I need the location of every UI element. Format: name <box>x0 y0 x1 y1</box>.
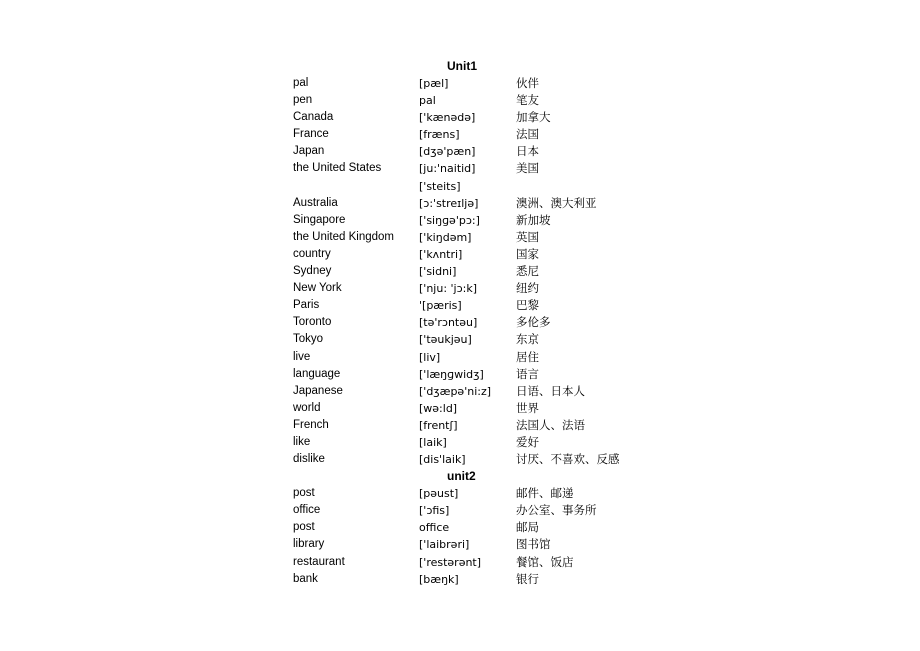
vocab-word: country <box>293 247 331 260</box>
vocab-meaning: 法国人、法语 <box>516 417 585 432</box>
vocab-phonetic: [pəust] <box>419 487 459 501</box>
vocab-meaning: 爱好 <box>516 434 539 449</box>
vocab-word: live <box>293 350 311 363</box>
vocab-word: Toronto <box>293 316 332 329</box>
vocab-row <box>293 92 653 109</box>
vocab-phonetic: [ɔ:'streɪljə] <box>419 196 479 210</box>
vocab-phonetic: ['kænədə] <box>419 111 476 125</box>
vocab-phonetic: [fræns] <box>419 128 460 142</box>
vocab-word: dislike <box>293 453 325 466</box>
vocab-row <box>293 400 653 417</box>
vocab-row <box>293 246 653 263</box>
vocab-phonetic: [laik] <box>419 435 447 449</box>
vocab-word: Japan <box>293 145 325 158</box>
vocab-meaning: 语言 <box>516 366 539 381</box>
vocab-row <box>293 383 653 400</box>
vocab-word: Australia <box>293 196 338 209</box>
vocab-meaning: 伙伴 <box>516 76 539 90</box>
vocab-row <box>293 212 653 229</box>
vocab-meaning: 邮件、邮递 <box>516 486 574 501</box>
vocab-meaning: 餐馆、饭店 <box>516 554 574 569</box>
vocab-row <box>293 109 653 126</box>
vocab-meaning: 世界 <box>516 400 539 415</box>
vocab-row <box>293 485 653 502</box>
vocab-meaning: 国家 <box>516 246 539 261</box>
vocab-row <box>293 349 653 366</box>
vocab-meaning: 银行 <box>516 571 539 586</box>
vocab-phonetic: ['læŋɡwidʒ] <box>419 367 484 381</box>
vocab-word: bank <box>293 572 318 585</box>
vocab-row <box>293 297 653 314</box>
vocab-meaning: 法国 <box>516 127 539 142</box>
vocab-meaning: 笔友 <box>516 93 539 108</box>
vocab-meaning: 办公室、事务所 <box>516 503 597 518</box>
vocab-word: post <box>293 487 315 500</box>
vocab-word: office <box>293 504 321 517</box>
vocab-meaning: 澳洲、澳大利亚 <box>516 195 597 210</box>
vocab-phonetic: ['laibrəri] <box>419 538 470 552</box>
vocab-meaning: 加拿大 <box>516 110 551 125</box>
vocab-word: Canada <box>293 111 334 124</box>
vocab-row <box>293 126 653 143</box>
unit-heading: Unit1 <box>447 59 477 73</box>
vocab-phonetic: [liv] <box>419 350 441 364</box>
vocab-meaning: 美国 <box>516 161 539 176</box>
vocab-row <box>293 160 653 177</box>
vocab-phonetic: [bæŋk] <box>419 572 459 586</box>
vocab-meaning: 日本 <box>516 144 539 159</box>
vocab-meaning: 悉尼 <box>516 264 539 279</box>
vocab-word: language <box>293 367 341 380</box>
vocab-word: France <box>293 128 329 141</box>
vocab-word: the United Kingdom <box>293 230 395 243</box>
vocab-row <box>293 280 653 297</box>
vocab-row <box>293 434 653 451</box>
vocab-word: New York <box>293 282 342 295</box>
vocab-row <box>293 314 653 331</box>
vocab-phonetic: [dis'laik] <box>419 453 466 467</box>
vocab-word: library <box>293 538 325 551</box>
vocab-meaning: 日语、日本人 <box>516 383 585 398</box>
vocab-word: Paris <box>293 299 320 312</box>
vocab-row <box>293 519 653 536</box>
vocab-phonetic: ['restərənt] <box>419 555 482 569</box>
vocab-word: restaurant <box>293 555 345 568</box>
vocab-meaning: 巴黎 <box>516 298 539 313</box>
vocab-word: pen <box>293 94 313 107</box>
vocab-row <box>293 195 653 212</box>
vocab-row <box>293 143 653 160</box>
vocab-row <box>293 331 653 348</box>
vocab-phonetic: '[pæris] <box>419 299 462 313</box>
vocab-word: pal <box>293 77 309 89</box>
vocab-meaning: 东京 <box>516 332 539 347</box>
vocab-phonetic: [dʒə'pæn] <box>419 145 476 159</box>
vocab-meaning: 英国 <box>516 229 539 244</box>
vocab-meaning: 新加坡 <box>516 212 551 227</box>
vocab-word: Japanese <box>293 384 343 397</box>
vocab-word: French <box>293 418 329 431</box>
vocab-phonetic: ['kʌntri] <box>419 247 463 261</box>
vocab-phonetic: pal <box>419 94 436 108</box>
vocab-row <box>293 366 653 383</box>
vocab-phonetic: [pæl] <box>419 77 449 90</box>
vocab-row <box>293 178 653 195</box>
vocab-phonetic: [frentʃ] <box>419 418 458 432</box>
vocab-row <box>293 75 653 92</box>
vocab-meaning: 讨厌、不喜欢、反感 <box>516 452 620 467</box>
vocab-word: Sydney <box>293 265 332 278</box>
vocab-phonetic: ['nju: 'jɔ:k] <box>419 282 478 296</box>
vocab-meaning: 多伦多 <box>516 315 551 330</box>
vocab-word: like <box>293 435 311 448</box>
vocab-row <box>293 229 653 246</box>
vocab-phonetic: ['ɔfis] <box>419 504 450 518</box>
vocab-phonetic: [tə'rɔntəu] <box>419 316 478 330</box>
vocab-phonetic: [ju:'naitid] <box>419 162 476 176</box>
vocab-phonetic: [wə:ld] <box>419 401 458 415</box>
vocab-meaning: 居住 <box>516 349 539 364</box>
vocab-row <box>293 554 653 571</box>
vocab-row <box>293 451 653 468</box>
vocab-phonetic: ['steits] <box>419 179 461 193</box>
vocab-word: world <box>293 401 321 414</box>
vocab-row <box>293 417 653 434</box>
vocab-row <box>293 536 653 553</box>
vocab-word: post <box>293 521 315 534</box>
vocab-row <box>293 263 653 280</box>
vocab-row <box>293 571 653 588</box>
unit-heading: unit2 <box>447 469 476 484</box>
vocab-phonetic: ['sidni] <box>419 265 457 279</box>
vocab-row <box>293 502 653 519</box>
vocabulary-list <box>293 58 653 588</box>
vocab-phonetic: ['siŋɡə'pɔ:] <box>419 213 480 227</box>
vocab-meaning: 图书馆 <box>516 537 551 552</box>
vocab-word: Tokyo <box>293 333 324 346</box>
vocab-phonetic: office <box>419 521 450 535</box>
vocab-meaning: 纽约 <box>516 281 539 296</box>
vocab-phonetic: ['dʒæpə'ni:z] <box>419 384 492 398</box>
vocab-phonetic: ['kiŋdəm] <box>419 230 472 244</box>
vocab-word: the United States <box>293 162 382 175</box>
vocab-phonetic: ['təukjəu] <box>419 333 472 347</box>
vocab-word: Singapore <box>293 213 346 226</box>
vocab-meaning: 邮局 <box>516 520 539 535</box>
